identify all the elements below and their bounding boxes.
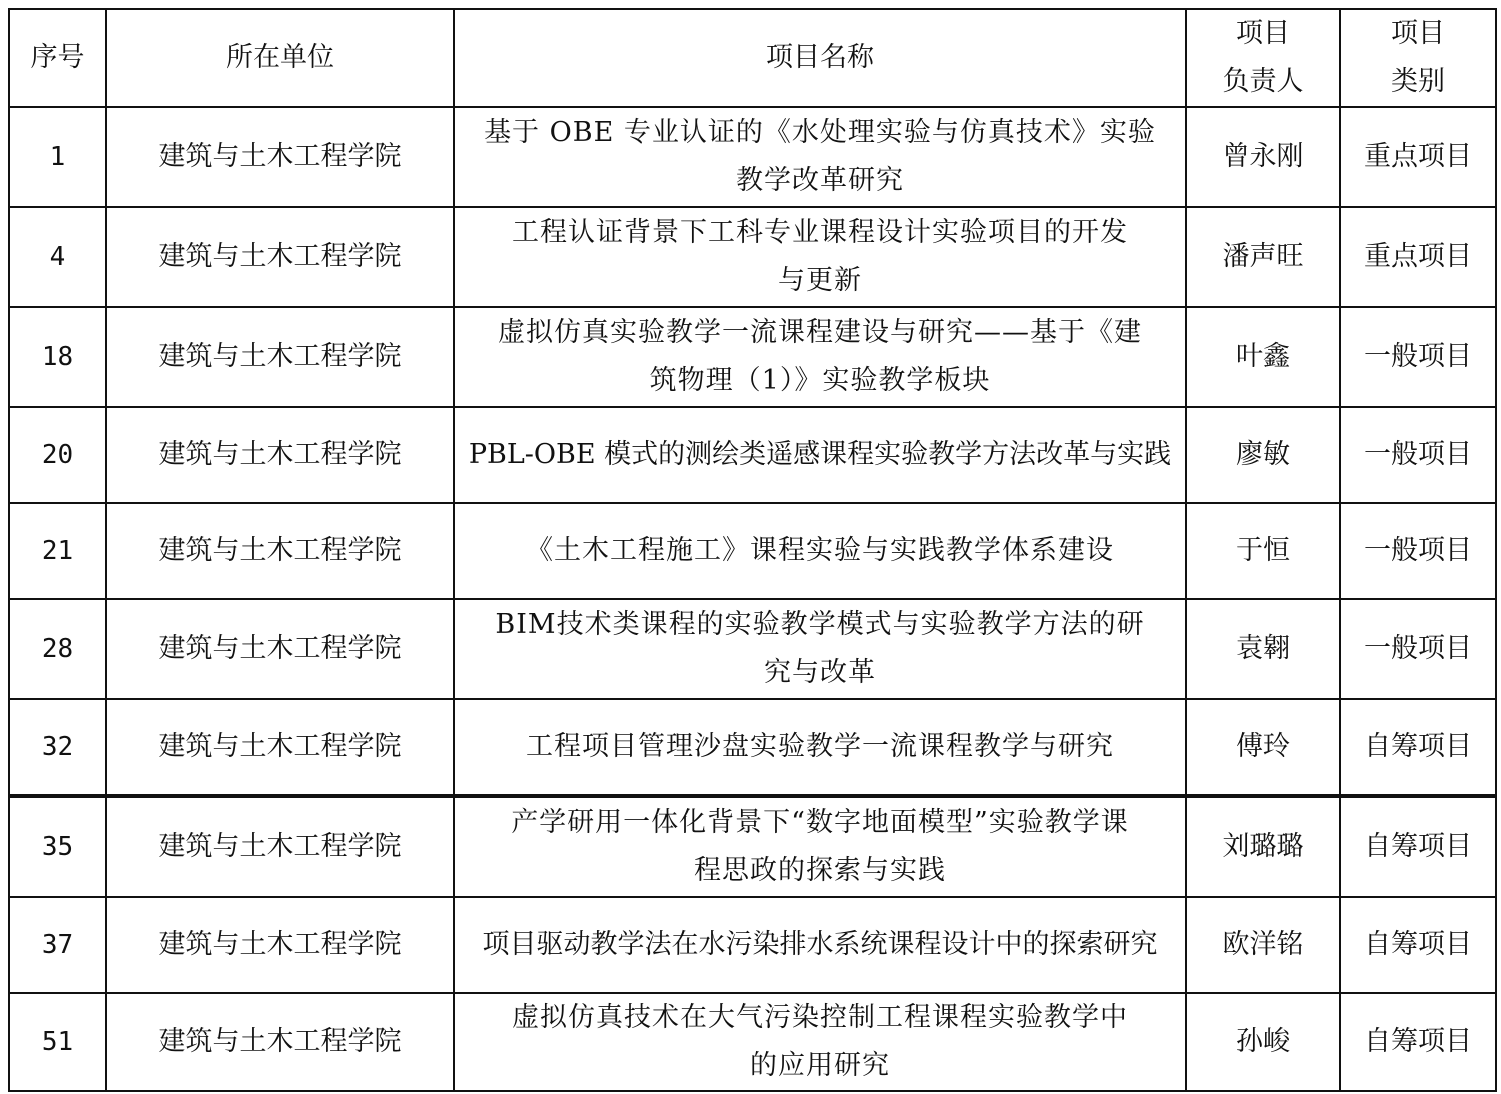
project-name-line1: 基于 OBE 专业认证的《水处理实验与仿真技术》实验 — [484, 117, 1156, 148]
cell-leader: 廖敏 — [1186, 407, 1340, 503]
cell-unit: 建筑与土木工程学院 — [106, 796, 454, 897]
cell-project-name: 《土木工程施工》课程实验与实践教学体系建设 — [454, 503, 1186, 599]
cell-leader: 于恒 — [1186, 503, 1340, 599]
header-category-line2: 类别 — [1391, 66, 1445, 97]
cell-unit: 建筑与土木工程学院 — [106, 993, 454, 1091]
project-name-line1: 虚拟仿真实验教学一流课程建设与研究——基于《建 — [498, 317, 1142, 348]
cell-category: 自筹项目 — [1340, 993, 1496, 1091]
cell-unit: 建筑与土木工程学院 — [106, 107, 454, 207]
project-name-line2: 的应用研究 — [750, 1050, 890, 1081]
cell-category: 自筹项目 — [1340, 699, 1496, 796]
cell-category: 一般项目 — [1340, 599, 1496, 699]
table-row — [9, 107, 1496, 207]
cell-project-name — [454, 107, 1186, 207]
cell-index: 28 — [9, 599, 106, 699]
cell-index: 35 — [9, 796, 106, 897]
cell-unit: 建筑与土木工程学院 — [106, 407, 454, 503]
cell-unit: 建筑与土木工程学院 — [106, 503, 454, 599]
project-table — [8, 8, 1497, 1092]
cell-leader: 刘璐璐 — [1186, 796, 1340, 897]
header-project-name: 项目名称 — [454, 9, 1186, 107]
table-row — [9, 503, 1496, 599]
cell-project-name: 项目驱动教学法在水污染排水系统课程设计中的探索研究 — [454, 897, 1186, 993]
project-name-line2: 程思政的探索与实践 — [694, 855, 946, 886]
cell-project-name — [454, 207, 1186, 307]
cell-index: 37 — [9, 897, 106, 993]
header-leader — [1186, 9, 1340, 107]
cell-unit: 建筑与土木工程学院 — [106, 207, 454, 307]
project-name-line2: 教学改革研究 — [736, 165, 904, 196]
cell-unit: 建筑与土木工程学院 — [106, 897, 454, 993]
table-row — [9, 407, 1496, 503]
cell-leader: 欧洋铭 — [1186, 897, 1340, 993]
cell-index: 18 — [9, 307, 106, 407]
cell-category: 一般项目 — [1340, 307, 1496, 407]
header-index: 序号 — [9, 9, 106, 107]
cell-category: 自筹项目 — [1340, 796, 1496, 897]
table-row — [9, 796, 1496, 897]
cell-category: 一般项目 — [1340, 503, 1496, 599]
cell-category: 重点项目 — [1340, 207, 1496, 307]
header-unit: 所在单位 — [106, 9, 454, 107]
header-leader-line1: 项目 — [1236, 18, 1290, 49]
cell-project-name: PBL-OBE 模式的测绘类遥感课程实验教学方法改革与实践 — [454, 407, 1186, 503]
cell-project-name — [454, 993, 1186, 1091]
project-name-line1: 虚拟仿真技术在大气污染控制工程课程实验教学中 — [512, 1002, 1128, 1033]
cell-unit: 建筑与土木工程学院 — [106, 307, 454, 407]
cell-leader: 叶鑫 — [1186, 307, 1340, 407]
cell-unit: 建筑与土木工程学院 — [106, 699, 454, 796]
cell-project-name — [454, 599, 1186, 699]
project-name-line2: 筑物理（1）》实验教学板块 — [649, 365, 991, 396]
cell-leader: 孙峻 — [1186, 993, 1340, 1091]
cell-index: 1 — [9, 107, 106, 207]
project-name-line1: 产学研用一体化背景下“数字地面模型”实验教学课 — [511, 807, 1129, 838]
table-row — [9, 699, 1496, 796]
cell-project-name: 工程项目管理沙盘实验教学一流课程教学与研究 — [454, 699, 1186, 796]
cell-project-name — [454, 796, 1186, 897]
table-row — [9, 307, 1496, 407]
cell-category: 一般项目 — [1340, 407, 1496, 503]
table-row — [9, 993, 1496, 1091]
project-name-line1: BIM技术类课程的实验教学模式与实验教学方法的研 — [495, 609, 1145, 640]
header-category-line1: 项目 — [1391, 18, 1445, 49]
project-name-line1: 工程认证背景下工科专业课程设计实验项目的开发 — [512, 217, 1128, 248]
cell-unit: 建筑与土木工程学院 — [106, 599, 454, 699]
cell-index: 32 — [9, 699, 106, 796]
table-header-row — [9, 9, 1496, 107]
table-row — [9, 599, 1496, 699]
project-name-line2: 与更新 — [778, 265, 862, 296]
cell-leader: 潘声旺 — [1186, 207, 1340, 307]
cell-project-name — [454, 307, 1186, 407]
cell-category: 自筹项目 — [1340, 897, 1496, 993]
cell-leader: 曾永刚 — [1186, 107, 1340, 207]
table-row — [9, 897, 1496, 993]
header-leader-line2: 负责人 — [1222, 66, 1304, 97]
cell-leader: 傅玲 — [1186, 699, 1340, 796]
cell-leader: 袁翱 — [1186, 599, 1340, 699]
cell-index: 51 — [9, 993, 106, 1091]
cell-index: 4 — [9, 207, 106, 307]
cell-index: 21 — [9, 503, 106, 599]
project-table-container — [8, 8, 1495, 1092]
cell-index: 20 — [9, 407, 106, 503]
project-name-line2: 究与改革 — [764, 657, 876, 688]
table-row — [9, 207, 1496, 307]
cell-category: 重点项目 — [1340, 107, 1496, 207]
header-category — [1340, 9, 1496, 107]
